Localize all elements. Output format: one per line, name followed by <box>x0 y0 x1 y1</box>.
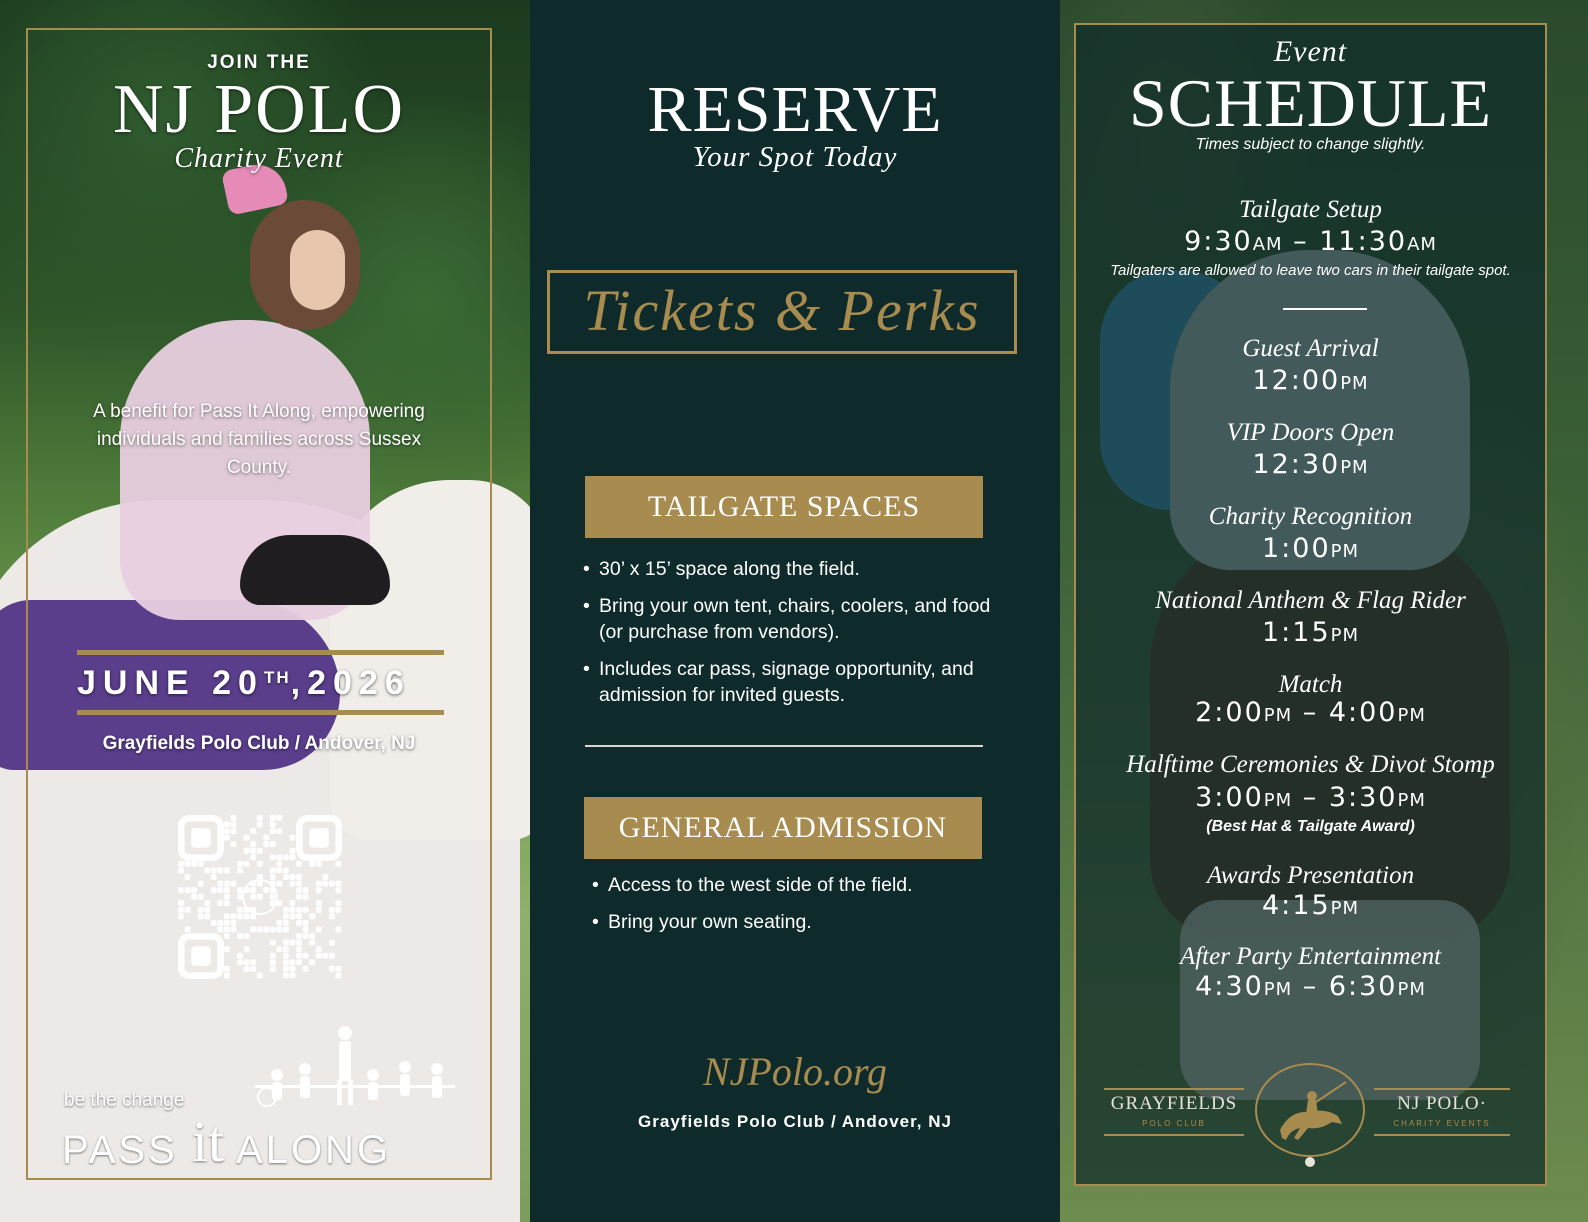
venue-text: Grayfields Polo Club / Andover, NJ <box>638 1112 952 1131</box>
event-name: After Party Entertainment <box>1179 943 1442 970</box>
time-separator: – <box>1292 971 1329 1002</box>
time-end: 4:00 <box>1328 697 1398 728</box>
time-start: 3:00 <box>1195 782 1264 813</box>
date-rule-bottom <box>77 710 444 715</box>
schedule-heading: SCHEDULE <box>1128 65 1493 141</box>
time-start: 2:00 <box>1195 697 1264 728</box>
time-start: 12:30 <box>1252 449 1341 480</box>
brand-along: ALONG <box>224 1128 392 1172</box>
list-item: • Bring your own seating. <box>592 909 1012 935</box>
event-name: Guest Arrival <box>1242 335 1379 362</box>
time-period: PM <box>1263 979 1293 1000</box>
time-period: AM <box>1407 234 1437 255</box>
time-start: 12:00 <box>1252 365 1341 396</box>
time-separator: – <box>1292 697 1329 728</box>
event-time <box>1074 890 1547 921</box>
tailgate-spaces-label: TAILGATE SPACES <box>585 476 983 538</box>
right-panel <box>1060 0 1588 1222</box>
event-time <box>1074 449 1547 480</box>
list-item: • Access to the west side of the field. <box>592 872 1012 898</box>
qr-code-icon[interactable] <box>178 815 342 979</box>
logo-main-text: NJ POLO· <box>1397 1093 1487 1114</box>
time-start: 1:15 <box>1261 617 1331 648</box>
date-rule-top <box>77 650 444 655</box>
time-period: PM <box>1263 790 1293 811</box>
short-divider <box>1283 308 1367 310</box>
event-name: Match <box>1278 671 1343 698</box>
event-name: National Anthem & Flag Rider <box>1155 587 1466 614</box>
logo-sub-text: CHARITY EVENTS <box>1393 1119 1491 1128</box>
time-start: 4:15 <box>1261 890 1331 921</box>
tagline: be the change <box>64 1090 185 1111</box>
time-period: PM <box>1340 373 1369 394</box>
time-start: 1:00 <box>1261 533 1331 564</box>
event-name: Awards Presentation <box>1206 862 1415 889</box>
time-period: PM <box>1340 457 1369 478</box>
venue-text: Grayfields Polo Club / Andover, NJ <box>102 733 416 754</box>
event-time <box>1074 226 1547 257</box>
brand-pass: PASS <box>62 1128 192 1172</box>
time-period: PM <box>1330 625 1360 646</box>
date-suffix: TH <box>263 668 291 687</box>
event-name: Charity Recognition <box>1208 503 1413 530</box>
event-time <box>1074 697 1547 728</box>
your-spot-subheading: Your Spot Today <box>692 141 898 173</box>
general-admission-label: GENERAL ADMISSION <box>584 797 982 859</box>
polo-player-emblem-icon <box>1250 1060 1370 1170</box>
reserve-heading: RESERVE <box>647 73 943 146</box>
tickets-perks-box <box>547 270 1017 354</box>
nj-polo-logo <box>1374 1088 1510 1136</box>
list-item: • Bring your own tent, chairs, coolers, and food (or purchase from vendors). <box>583 593 1013 645</box>
time-end: 11:30 <box>1319 226 1408 257</box>
time-end: 6:30 <box>1328 971 1398 1002</box>
event-time <box>1074 971 1547 1002</box>
time-period: PM <box>1397 790 1426 811</box>
time-end: 3:30 <box>1328 782 1398 813</box>
general-admission-list <box>592 872 1012 946</box>
tailgate-perks-list <box>583 556 1013 719</box>
tickets-perks-heading: Tickets & Perks <box>583 278 981 343</box>
event-date <box>77 664 444 703</box>
logo-main-text: GRAYFIELDS <box>1110 1093 1238 1114</box>
time-period: PM <box>1263 705 1293 726</box>
event-label: Event <box>1273 35 1348 68</box>
time-period: PM <box>1330 898 1360 919</box>
event-time <box>1074 782 1547 813</box>
left-panel <box>0 0 530 1222</box>
event-subtitle: Charity Event <box>174 143 344 174</box>
time-separator: – <box>1292 782 1329 813</box>
middle-panel <box>530 0 1060 1222</box>
logo-sub-text: POLO CLUB <box>1142 1119 1206 1128</box>
schedule-disclaimer: Times subject to change slightly. <box>1195 136 1426 153</box>
grayfields-logo <box>1104 1088 1244 1136</box>
event-time <box>1074 365 1547 396</box>
website-link[interactable]: NJPolo.org <box>702 1049 888 1094</box>
list-item: • Includes car pass, signage opportunity, and admission for invited guests. <box>583 656 1013 708</box>
benefit-text: A benefit for Pass It Along, empowering individuals and families across Sussex County. <box>93 401 425 478</box>
date-month: JUNE 20 <box>77 664 264 702</box>
join-the-label: JOIN THE <box>207 52 311 73</box>
event-name: Tailgate Setup <box>1239 196 1382 223</box>
event-name: VIP Doors Open <box>1226 419 1395 446</box>
event-time <box>1074 617 1547 648</box>
list-item: • 30’ x 15’ space along the field. <box>583 556 1013 582</box>
event-title: NJ POLO <box>112 71 406 148</box>
event-note: Tailgaters are allowed to leave two cars in their tailgate spot. <box>1110 262 1511 279</box>
time-period: PM <box>1397 705 1426 726</box>
time-separator: – <box>1282 226 1320 257</box>
pass-it-along-logo <box>62 1110 391 1177</box>
event-time <box>1074 533 1547 564</box>
event-note: (Best Hat & Tailgate Award) <box>1206 818 1415 835</box>
time-period: AM <box>1252 234 1283 255</box>
time-period: PM <box>1330 541 1360 562</box>
section-divider <box>585 745 983 747</box>
gold-frame <box>26 28 492 1180</box>
time-period: PM <box>1397 979 1426 1000</box>
pass-it-along-people-icon <box>245 1025 465 1110</box>
date-year: ,2026 <box>290 664 411 702</box>
time-start: 4:30 <box>1195 971 1264 1002</box>
event-name: Halftime Ceremonies & Divot Stomp <box>1126 751 1495 778</box>
brand-it: it <box>191 1109 225 1174</box>
time-start: 9:30 <box>1184 226 1253 257</box>
